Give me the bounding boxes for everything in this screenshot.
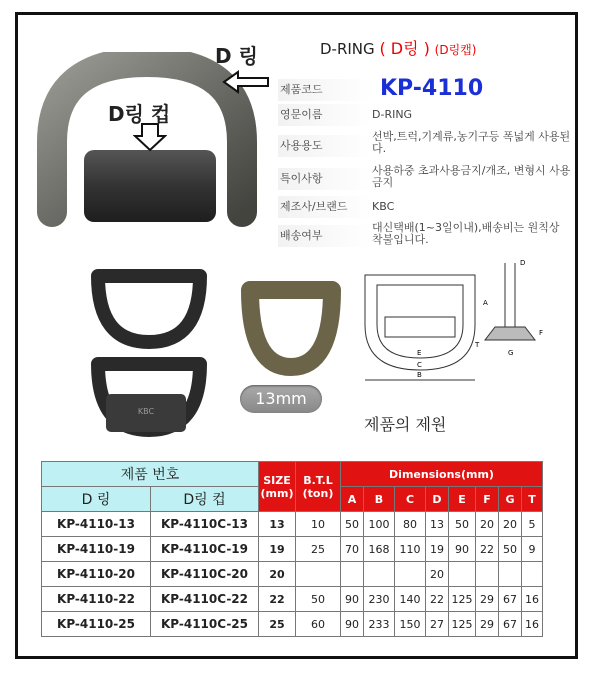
cell-dim-c: 150: [395, 612, 426, 637]
cell-dim-d: 22: [426, 587, 449, 612]
table-row: [42, 587, 543, 612]
info-label-maker: 제조사/브랜드: [278, 196, 372, 218]
diagram-label-d: D: [520, 259, 526, 267]
cell-dim-e: 125: [449, 587, 476, 612]
cell-size: 13: [259, 512, 296, 537]
dim-col-t: T: [522, 487, 543, 512]
cell-d-ring-code: KP-4110-22: [42, 587, 151, 612]
cell-dim-b: 233: [364, 612, 395, 637]
cell-size: 22: [259, 587, 296, 612]
spec-rows: [42, 512, 543, 637]
cell-d-ring-code: KP-4110-13: [42, 512, 151, 537]
dim-col-c: C: [395, 487, 426, 512]
cell-dim-c: 80: [395, 512, 426, 537]
cell-dim-b: 168: [364, 537, 395, 562]
cell-dim-t: 16: [522, 612, 543, 637]
cell-btl: 10: [296, 512, 341, 537]
callout-d-ring-cup: D링 컵: [108, 102, 171, 126]
dim-col-d: D: [426, 487, 449, 512]
cell-dim-f: [476, 562, 499, 587]
col-cup-header: D링 컵: [151, 487, 259, 512]
cell-btl: 50: [296, 587, 341, 612]
cell-dim-g: 67: [499, 612, 522, 637]
cell-dim-a: [341, 562, 364, 587]
col-size-header: SIZE (mm): [259, 462, 296, 512]
spec-title: 제품의 제원: [364, 415, 447, 434]
dim-col-e: E: [449, 487, 476, 512]
product-title: [320, 36, 476, 59]
cell-cup-code: KP-4110C-25: [151, 612, 259, 637]
cell-dim-a: 70: [341, 537, 364, 562]
dim-col-b: B: [364, 487, 395, 512]
col-dims-header: Dimensions(mm): [341, 462, 543, 487]
diagram-label-e: E: [417, 349, 422, 357]
cell-size: 25: [259, 612, 296, 637]
diagram-label-a: A: [483, 299, 488, 307]
cell-dim-a: 90: [341, 612, 364, 637]
info-label-delivery: 배송여부: [278, 225, 372, 247]
ring-photos: [80, 262, 220, 447]
cell-dim-f: 29: [476, 612, 499, 637]
cell-dim-d: 20: [426, 562, 449, 587]
cell-btl: 25: [296, 537, 341, 562]
cell-dim-g: [499, 562, 522, 587]
cell-dim-e: [449, 562, 476, 587]
cell-dim-d: 27: [426, 612, 449, 637]
cell-dim-t: 9: [522, 537, 543, 562]
callout-d-ring: D 링: [215, 44, 258, 68]
cell-dim-f: 29: [476, 587, 499, 612]
cell-d-ring-code: KP-4110-25: [42, 612, 151, 637]
info-value-use: 선박,트럭,기계류,농기구등 폭넓게 사용된다.: [372, 130, 571, 155]
cell-dim-d: 13: [426, 512, 449, 537]
cell-dim-t: [522, 562, 543, 587]
arrow-left-icon: [222, 70, 272, 94]
info-label-code: 제품코드: [278, 79, 372, 101]
product-code: KP-4110: [380, 76, 484, 101]
cell-dim-c: 140: [395, 587, 426, 612]
cell-dim-b: [364, 562, 395, 587]
cell-size: 19: [259, 537, 296, 562]
diagram-label-b: B: [417, 371, 422, 379]
cell-dim-e: 90: [449, 537, 476, 562]
cell-dim-c: [395, 562, 426, 587]
dim-col-g: G: [499, 487, 522, 512]
diagram-label-c: C: [417, 361, 422, 369]
cell-cup-code: KP-4110C-13: [151, 512, 259, 537]
table-row: [42, 537, 543, 562]
info-value-maker: KBC: [372, 200, 395, 213]
dim-col-a: A: [341, 487, 364, 512]
info-label-use: 사용용도: [278, 135, 372, 157]
cell-dim-e: 50: [449, 512, 476, 537]
cell-btl: [296, 562, 341, 587]
cell-size: 20: [259, 562, 296, 587]
cell-dim-c: 110: [395, 537, 426, 562]
cell-btl: 60: [296, 612, 341, 637]
cell-dim-g: 50: [499, 537, 522, 562]
table-row: [42, 612, 543, 637]
dim-col-f: F: [476, 487, 499, 512]
ring-stamp: KBC: [137, 407, 155, 416]
title-main: D-RING: [320, 40, 375, 58]
dimension-diagram: [355, 255, 570, 385]
cell-dim-f: 22: [476, 537, 499, 562]
col-d-header: D 링: [42, 487, 151, 512]
cell-dim-b: 100: [364, 512, 395, 537]
spec-table: [41, 461, 543, 637]
cell-d-ring-code: KP-4110-19: [42, 537, 151, 562]
cell-dim-t: 5: [522, 512, 543, 537]
diagram-label-f: F: [539, 329, 544, 337]
diagram-label-g: G: [508, 349, 514, 357]
cell-dim-d: 19: [426, 537, 449, 562]
cell-dim-a: 90: [341, 587, 364, 612]
cell-d-ring-code: KP-4110-20: [42, 562, 151, 587]
cell-dim-t: 16: [522, 587, 543, 612]
cell-dim-g: 67: [499, 587, 522, 612]
cell-dim-f: 20: [476, 512, 499, 537]
table-row: [42, 562, 543, 587]
cell-dim-e: 125: [449, 612, 476, 637]
info-label-name: 영문이름: [278, 104, 372, 126]
size-badge: 13mm: [240, 385, 322, 413]
cell-dim-a: 50: [341, 512, 364, 537]
info-value-note: 사용하중 초과사용금지/개조, 변형시 사용금지: [372, 164, 571, 189]
table-row: [42, 512, 543, 537]
diagram-label-t: T: [475, 341, 480, 349]
table-group-header: 제품 번호: [42, 462, 259, 487]
cell-cup-code: KP-4110C-20: [151, 562, 259, 587]
cell-cup-code: KP-4110C-22: [151, 587, 259, 612]
col-btl-header: B.T.L (ton): [296, 462, 341, 512]
cell-dim-g: 20: [499, 512, 522, 537]
cell-cup-code: KP-4110C-19: [151, 537, 259, 562]
bronze-ring-photo: [232, 272, 352, 382]
info-value-delivery: 대신택배(1~3일이내),배송비는 원칙상 착불입니다.: [372, 221, 560, 246]
title-sub: (D링캡): [434, 43, 477, 57]
cell-dim-b: 230: [364, 587, 395, 612]
info-label-note: 특이사항: [278, 168, 372, 190]
info-value-name: D-RING: [372, 108, 413, 121]
title-ko: ( D링 ): [379, 39, 430, 58]
